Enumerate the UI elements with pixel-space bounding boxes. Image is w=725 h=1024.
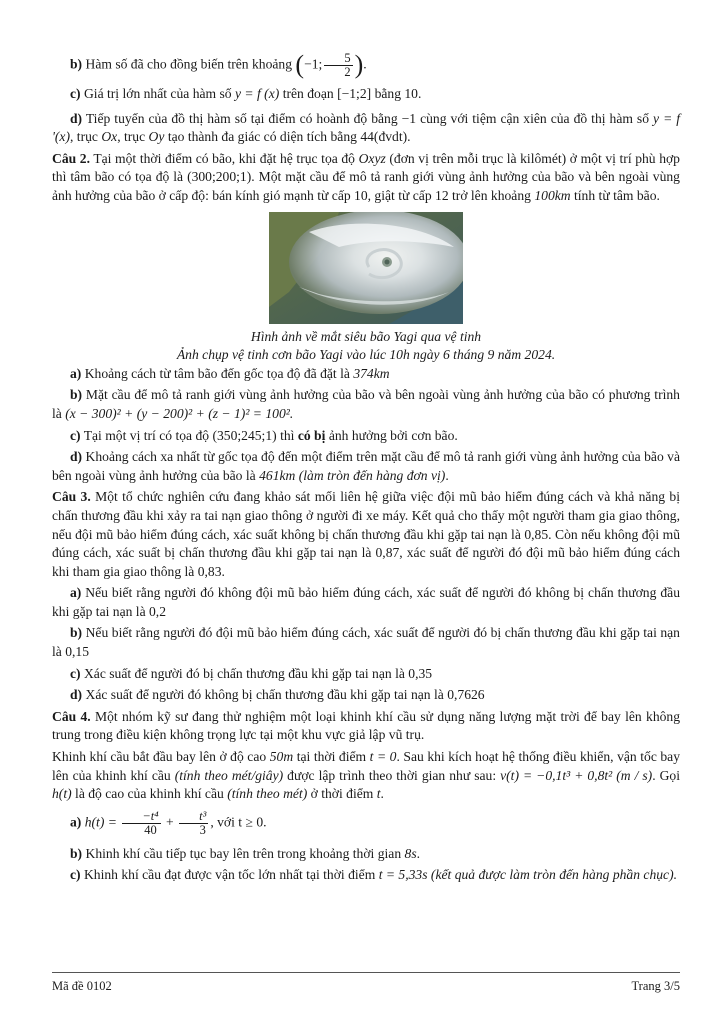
exam-code: Mã đề 0102 <box>52 979 112 993</box>
q1-option-c: c) Giá trị lớn nhất của hàm số y = f (x) trên đoạn [−1;2] bằng 10. <box>70 86 422 101</box>
page-number: Trang 3/5 <box>631 979 680 993</box>
fraction: $\frac{\text{−t⁴}}{40}$ <box>122 810 160 837</box>
fraction: $\frac{\text{t³}}{3}$ <box>179 810 208 837</box>
q2-option-b: b) Mặt cầu để mô tả ranh giới vùng ảnh hưởng của bão và bên ngoài vùng ảnh hưởng của bão có phương trình là (x − 300)² + (y − 200)² + (z − 1)² = 100². <box>52 387 680 421</box>
q3-option-d: d) Xác suất để người đó không bị chấn thương đầu khi gặp tai nạn là 0,7626 <box>70 687 485 703</box>
page-content <box>52 52 680 888</box>
q4-intro: Câu 4. Một nhóm kỹ sư đang thử nghiệm một loại khinh khí cầu sử dụng năng lượng mặt trời để bay lên không trung trong điều kiện không trọng lực tại một khu vực giả lập vũ trụ. <box>52 708 681 743</box>
q2-option-d: d) Khoảng cách xa nhất từ gốc tọa độ đến một điểm trên mặt cầu để mô tả ranh giới vùng ảnh hưởng của bão và bên ngoài vùng ảnh hưởng của bão là 461km (làm tròn đến hàng đơn vị). <box>52 449 680 483</box>
q4-setup: Khinh khí cầu bắt đầu bay lên ở độ cao 50m tại thời điểm t = 0. Sau khi kích hoạt hệ thống điều khiển, vận tốc bay lên của khinh khí cầu (tính theo mét/giây) được lập trình theo thời gian như sau: v(t) = −0,1t³ + 0,8t² (m / s). Gọi h(t) là độ cao của khinh khí cầu (tính theo mét) ở thời điểm t. <box>52 749 681 802</box>
q2-option-a: a) Khoảng cách từ tâm bão đến gốc tọa độ đã đặt là 374km <box>70 365 390 381</box>
page-footer <box>52 972 680 994</box>
q3-option-b: b) Nếu biết rằng người đó đội mũ bảo hiểm đúng cách, xác suất để người đó bị chấn thương đầu khi gặp tai nạn là 0,15 <box>52 625 680 660</box>
q3-option-a: a) Nếu biết rằng người đó không đội mũ bảo hiểm đúng cách, xác suất để người đó không bị chấn thương đầu khi gặp tai nạn là 0,2 <box>52 585 680 619</box>
q4-option-a: a) h(t) = $\frac{\text{−t⁴}}{40}$ + $\frac{\text{t³}}{3}$ , với t ≥ 0. <box>70 808 267 837</box>
figure-caption-2: Ảnh chụp vệ tinh cơn bão Yagi vào lúc 10h ngày 6 tháng 9 năm 2024. <box>176 347 556 363</box>
q1-option-b: b) Hàm số đã cho đồng biến trên khoảng (−1; $\frac{5}{2}$ ). <box>70 50 367 80</box>
q4-option-c: c) Khinh khí cầu đạt được vận tốc lớn nhất tại thời điểm t = 5,33s (kết quả được làm tròn đến hàng phần chục). <box>70 867 678 883</box>
typhoon-satellite-image <box>269 212 463 324</box>
q1-option-d: d) Tiếp tuyến của đồ thị hàm số tại điểm có hoành độ bằng −1 cùng với tiệm cận xiên của đồ thị hàm số y = f '(x), trục Ox, trục Oy tạo thành đa giác có diện tích bằng 44(đvdt). <box>52 110 681 145</box>
q4-option-b: b) Khinh khí cầu tiếp tục bay lên trên trong khoảng thời gian 8s. <box>70 845 421 861</box>
q3-intro: Câu 3. Một tổ chức nghiên cứu đang khảo sát mối liên hệ giữa việc đội mũ bảo hiểm đúng cách và khả năng bị chấn thương đầu khi xảy ra tai nạn giao thông ở người đi xe máy. Kết quả cho thấy một người tham gia giao thông, nếu đội mũ bảo hiểm đúng cách, xác suất không bị chấn thương đầu khi gặp tai nạn là 0,85. Còn nếu không đội mũ đúng cách, xác suất bị chấn thương đầu khi gặp tai nạn là 0,87, xác suất để người đó đội mũ bảo hiểm đúng cách khi tham gia giao thông là 0,83. <box>52 489 680 579</box>
q2-option-c: c) Tại một vị trí có tọa độ (350;245;1) thì có bị ảnh hưởng bởi cơn bão. <box>70 427 458 443</box>
figure-caption-1: Hình ảnh về mắt siêu bão Yagi qua vệ tinh <box>250 328 482 344</box>
q2-intro: Câu 2. Tại một thời điểm có bão, khi đặt hệ trục tọa độ Oxyz (đơn vị trên mỗi trục là kilômét) ở một vị trí phù hợp thì tâm bão có tọa độ là (300;200;1). Một mặt cầu để mô tả ranh giới vùng ảnh hưởng của bão và bên ngoài vùng ảnh hưởng của bão ở cấp độ: bán kính gió mạnh từ cấp 10, giật từ cấp 12 trở lên khoảng 100km tính từ tâm bão. <box>52 150 680 203</box>
q3-option-c: c) Xác suất để người đó bị chấn thương đầu khi gặp tai nạn là 0,35 <box>70 665 433 681</box>
fraction: $\frac{5}{2}$ <box>324 52 352 79</box>
